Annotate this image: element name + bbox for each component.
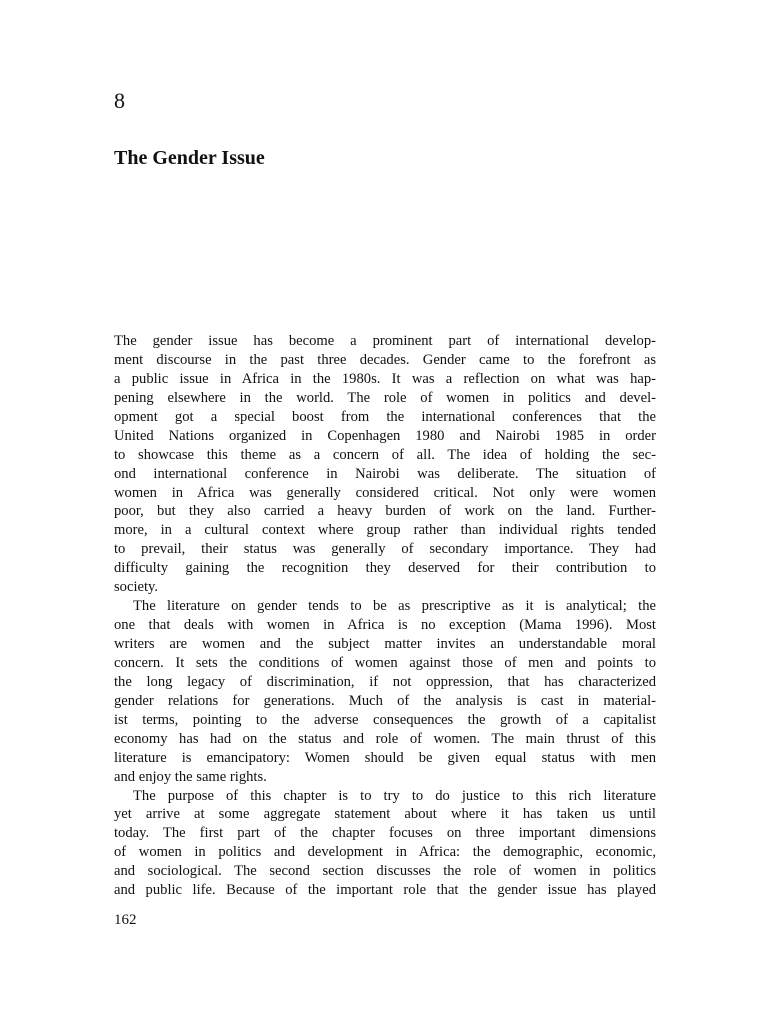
body-text [114,332,656,900]
paragraph-2-line: ist terms, pointing to the adverse consequences the growth of a capitalist [114,711,656,728]
paragraph-1-line: society. [114,579,159,596]
paragraph-1-line: poor, but they also carried a heavy burden of work on the land. Further- [114,503,656,520]
paragraph-1-line: opment got a special boost from the international conferences that the [114,408,656,425]
paragraph-1-line: a public issue in Africa in the 1980s. It was a reflection on what was hap- [114,370,656,387]
paragraph-3-line: of women in politics and development in Africa: the demographic, economic, [114,844,656,861]
paragraph-1-line: United Nations organized in Copenhagen 1980 and Nairobi 1985 in order [114,427,656,444]
paragraph-1-line: ond international conference in Nairobi was deliberate. The situation of [114,465,656,482]
paragraph-1-line: women in Africa was generally considered critical. Not only were women [114,484,656,501]
paragraph-2-line: the long legacy of discrimination, if not oppression, that has characterized [114,673,656,690]
chapter-number: 8 [114,88,125,113]
paragraph-3-line: The purpose of this chapter is to try to do justice to this rich literature [133,787,656,804]
paragraph-1-line: to prevail, their status was generally of secondary importance. They had [114,541,656,558]
chapter-title: The Gender Issue [114,147,265,169]
paragraph-1-line: pening elsewhere in the world. The role of women in politics and devel- [114,389,656,406]
paragraph-3-line: and sociological. The second section discusses the role of women in politics [114,863,656,880]
paragraph-3-line: yet arrive at some aggregate statement about where it has taken us until [114,806,656,823]
paragraph-2-line: writers are women and the subject matter invites an understandable moral [114,636,656,652]
paragraph-2-line: concern. It sets the conditions of women against those of men and points to [114,654,656,671]
paragraph-3-line: today. The first part of the chapter focuses on three important dimensions [114,825,656,842]
paragraph-1-line: The gender issue has become a prominent part of international develop- [114,333,656,349]
paragraph-1-line: to showcase this theme as a concern of all. The idea of holding the sec- [114,446,656,463]
paragraph-1-line: difficulty gaining the recognition they deserved for their contribution to [114,560,656,577]
paragraph-2-line: and enjoy the same rights. [114,768,267,785]
page-number: 162 [114,912,137,928]
paragraph-2-line: The literature on gender tends to be as prescriptive as it is analytical; the [133,598,656,615]
paragraph-2-line: one that deals with women in Africa is no exception (Mama 1996). Most [114,617,656,634]
paragraph-2-line: gender relations for generations. Much of the analysis is cast in material- [114,692,656,709]
paragraph-1-line: more, in a cultural context where group rather than individual rights tended [114,522,656,539]
paragraph-2-line: literature is emancipatory: Women should be given equal status with men [114,749,656,766]
paragraph-3-line: and public life. Because of the important role that the gender issue has played [114,882,656,899]
paragraph-2-line: economy has had on the status and role of women. The main thrust of this [114,730,656,747]
paragraph-1-line: ment discourse in the past three decades. Gender came to the forefront as [114,351,656,368]
